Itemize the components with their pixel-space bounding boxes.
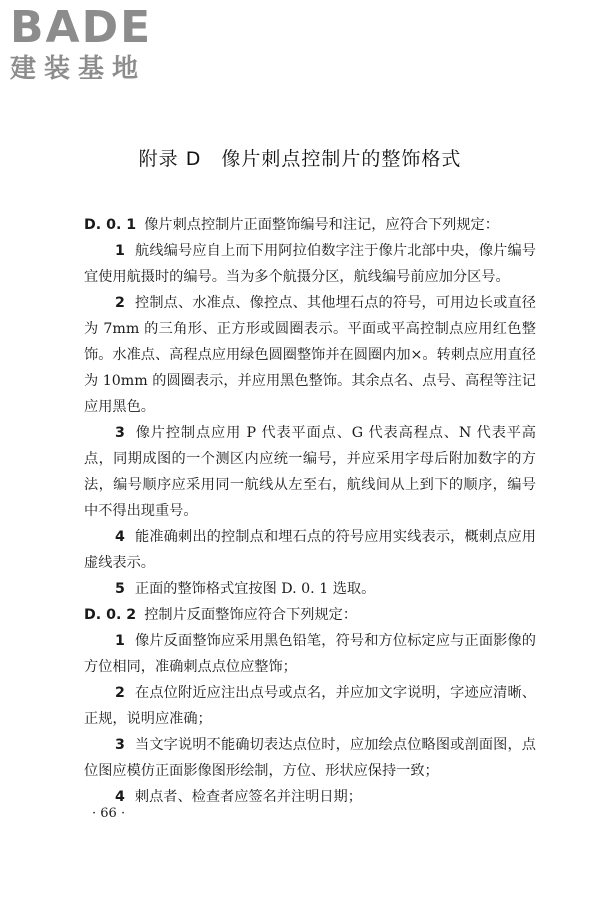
list-item xyxy=(84,576,536,602)
item-number: 2 xyxy=(115,685,125,701)
item-number: 3 xyxy=(115,737,125,753)
list-item xyxy=(84,290,536,420)
item-text: 当文字说明不能确切表达点位时，应加绘点位略图或剖面图，点位图应模仿正面影像图形绘制，方位、形状应保持一致； xyxy=(84,737,536,779)
item-text: 在点位附近应注出点号或点名，并应加文字说明，字迹应清晰、正规，说明应准确； xyxy=(84,685,536,727)
item-text: 能准确刺出的控制点和埋石点的符号应用实线表示，概刺点应用虚线表示。 xyxy=(84,529,536,571)
section-heading-text: 像片刺点控制片正面整饰编号和注记，应符合下列规定： xyxy=(144,217,499,233)
section-heading-d01 xyxy=(84,212,536,238)
item-number: 1 xyxy=(115,633,125,649)
document-body xyxy=(84,212,536,810)
section-heading-text: 控制片反面整饰应符合下列规定： xyxy=(144,607,358,623)
item-text: 像片控制点应用 P 代表平面点、G 代表高程点、N 代表平高点，同期成图的一个测区内应统一编号，并应采用字母后附加数字的方法，编号顺序应采用同一航线从左至右，航线间从上到下的顺序，编号中不得出现重号。 xyxy=(84,425,536,519)
item-number: 5 xyxy=(115,581,125,597)
item-number: 2 xyxy=(115,295,125,311)
page-title: 附录 D 像片刺点控制片的整饰格式 xyxy=(138,148,462,170)
logo-brand-cn: 建装基地 xyxy=(10,54,147,84)
list-item xyxy=(84,238,536,290)
item-number: 1 xyxy=(115,243,125,259)
list-item xyxy=(84,628,536,680)
item-text: 刺点者、检查者应签名并注明日期； xyxy=(134,789,362,805)
list-item xyxy=(84,524,536,576)
item-number: 4 xyxy=(115,789,125,805)
brand-logo xyxy=(10,4,180,92)
item-text: 正面的整饰格式宜按图 D. 0. 1 选取。 xyxy=(134,581,376,597)
list-item xyxy=(84,420,536,524)
page-number: · 66 · xyxy=(92,806,126,821)
section-heading-d02 xyxy=(84,602,536,628)
item-text: 像片反面整饰应采用黑色铅笔，符号和方位标定应与正面影像的方位相同，准确刺点点位应整饰； xyxy=(84,633,536,675)
item-text: 航线编号应自上而下用阿拉伯数字注于像片北部中央，像片编号宜使用航摄时的编号。当为多个航摄分区，航线编号前应加分区号。 xyxy=(84,243,536,285)
list-item xyxy=(84,732,536,784)
item-number: 3 xyxy=(115,425,125,441)
list-item xyxy=(84,680,536,732)
section-number: D. 0. 1 xyxy=(84,217,137,233)
logo-brand-en: BADE xyxy=(10,2,153,53)
item-text: 控制点、水准点、像控点、其他埋石点的符号，可用边长或直径为 7mm 的三角形、正方形或圆圈表示。平面或平高控制点应用红色整饰。水准点、高程点应用绿色圆圈整饰并在圆圈内加×。转刺点应用直径为 10mm 的圆圈表示，并应用黑色整饰。其余点名、点号、高程等注记应用黑色。 xyxy=(84,295,536,415)
list-item xyxy=(84,784,536,810)
section-number: D. 0. 2 xyxy=(84,607,137,623)
item-number: 4 xyxy=(115,529,125,545)
